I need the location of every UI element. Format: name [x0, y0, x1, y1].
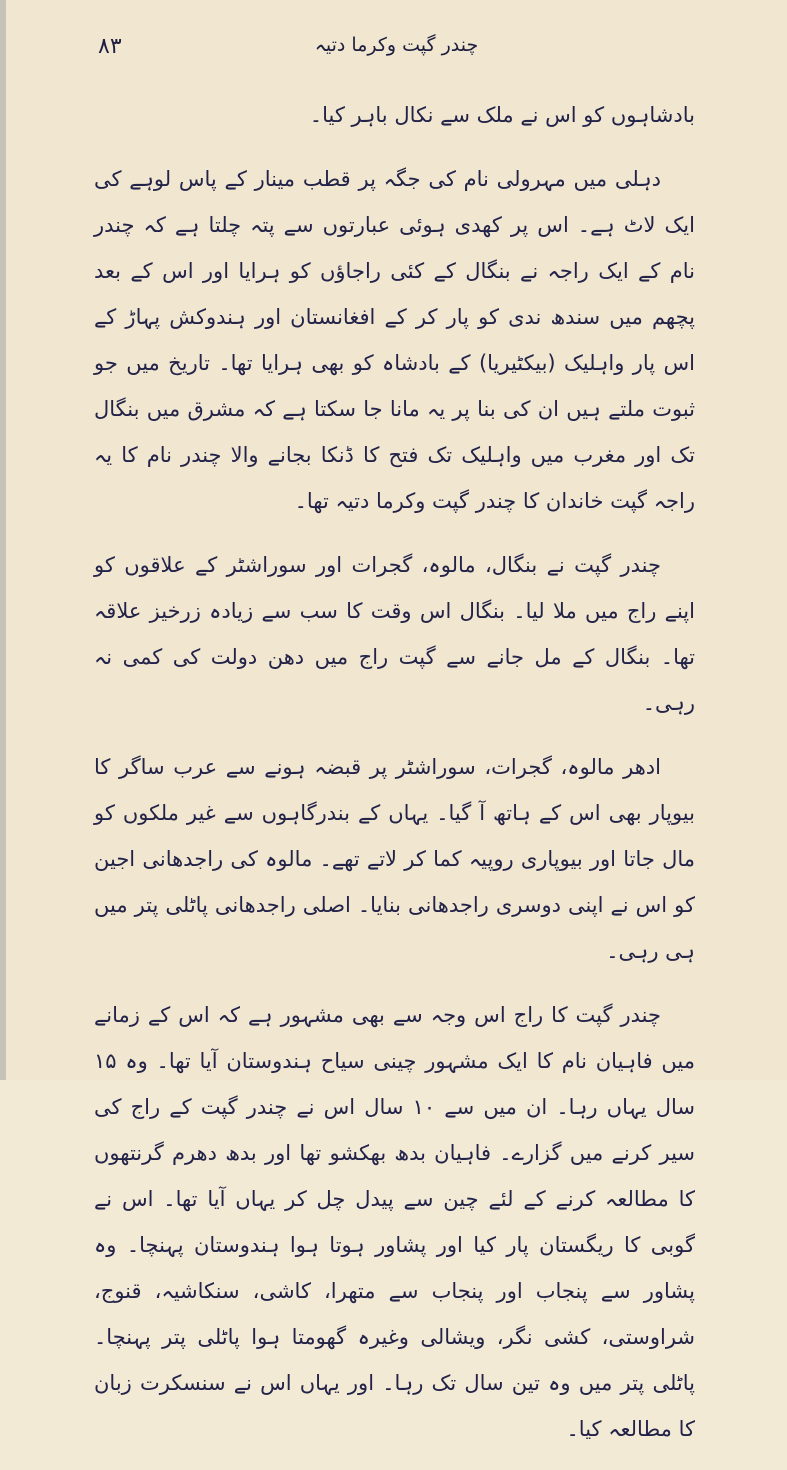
- running-head: چندر گپت وکرما دتیہ: [314, 34, 479, 56]
- page-number: ۸۳: [98, 34, 122, 59]
- paragraph: چندر گپت کا راج اس وجہ سے بھی مشہور ہے کہ اس کے زمانے میں فاہیان نام کا ایک مشہور چینی سیاح ہندوستان آیا تھا۔ وہ ۱۵ سال یہاں رہا۔ ان میں سے ۱۰ سال اس نے چندر گپت کے راج کی سیر کرنے میں گزارے۔ فاہیان بدھ بھکشو تھا اور بدھ دھرم گرنتھوں کا مطالعہ کرنے کے لئے چین سے پیدل چل کر یہاں آیا تھا۔ اس نے گوبی کا ریگستان پار کیا اور پشاور ہوتا ہوا ہندوستان پہنچا۔ وہ پشاور سے پنجاب اور پنجاب سے متھرا، کاشی، سنکاشیہ، قنوج، شراوستی، کشی نگر، ویشالی وغیرہ گھومتا ہوا پاٹلی پتر پہنچا۔ پاٹلی پتر میں وہ تین سال تک رہا۔ اور یہاں اس نے سنسکرت زبان کا مطالعہ کیا۔: [94, 1003, 695, 1441]
- paragraph: بادشاہوں کو اس نے ملک سے نکال باہر کیا۔: [309, 103, 695, 127]
- paragraph: دہلی میں مہرولی نام کی جگہ پر قطب مینار کے پاس لوہے کی ایک لاٹ ہے۔ اس پر کھدی ہوئی عبارتوں سے پتہ چلتا ہے کہ چندر نام کے ایک راجہ نے بنگال کے کئی راجاؤں کو ہرایا اور اس کے بعد پچھم میں سندھ ندی کو پار کر کے افغانستان اور ہندوکش پہاڑ کے اس پار واہلیک (بیکٹیریا) کے بادشاہ کو بھی ہرایا تھا۔ تاریخ میں جو ثبوت ملتے ہیں ان کی بنا پر یہ مانا جا سکتا ہے کہ مشرق میں بنگال تک اور مغرب میں واہلیک تک فتح کا ڈنکا بجانے والا چندر نام کا یہ راجہ گپت خاندان کا چندر گپت وکرما دتیہ تھا۔: [94, 167, 695, 513]
- body-text: [94, 92, 695, 1470]
- paragraph: چندر گپت نے بنگال، مالوہ، گجرات اور سوراشٹر کے علاقوں کو اپنے راج میں ملا لیا۔ بنگال اس وقت کا سب سے زیادہ زرخیز علاقہ تھا۔ بنگال کے مل جانے سے گپت راج میں دھن دولت کی کمی نہ رہی۔: [94, 553, 695, 715]
- paragraph: ادھر مالوہ، گجرات، سوراشٹر پر قبضہ ہونے سے عرب ساگر کا بیوپار بھی اس کے ہاتھ آ گیا۔ یہاں کے بندرگاہوں سے غیر ملکوں کو مال جاتا اور بیوپاری روپیہ کما کر لاتے تھے۔ مالوہ کی راجدھانی اجین کو اس نے اپنی دوسری راجدھانی بنایا۔ اصلی راجدھانی پاٹلی پتر میں ہی رہی۔: [94, 755, 695, 963]
